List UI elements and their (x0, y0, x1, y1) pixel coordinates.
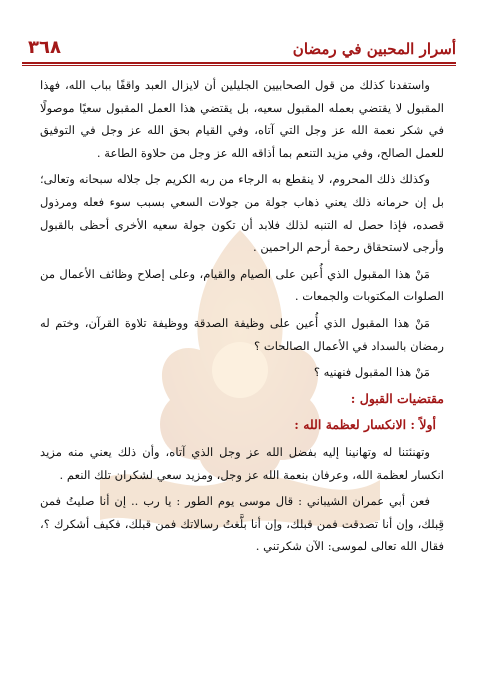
header-rule-thin (22, 65, 456, 66)
paragraph: واستفدنا كذلك من قول الصحابيين الجليلين أن لايزال العبد واقفًا بباب الله، فهذا المقبول لا يقتضي بعمله المقبول سعيه، بل يقتضي هذا العمل المقبول سعيًا موصولًا في شكر نعمة الله عز وجل التي آتاه، وفي القيام بحق الله عز وجل في التوفيق للعمل الصالح، وفي مزيد التنعم بما أذاقه الله عز وجل من حلاوة الطاعة . (40, 78, 444, 160)
section-heading: مقتضيات القبول : (350, 390, 444, 406)
paragraph: وكذلك ذلك المحروم، لا ينقطع به الرجاء من ربه الكريم جل جلاله سبحانه وتعالى؛ بل إن حرمانه ذلك يعني ذهاب جولة من جولات السعي بسبب سوء فعله ومرذول قصده، فإذا حصل له التنبه لذلك فلابد أن تكون جولة سعيه الأخرى أحظى بالقبول وأرجى لاستحقاق رحمة أرحم الراحمين . (40, 172, 444, 255)
paragraph: مَنْ هذا المقبول الذي أُعين على الصيام والقيام، وعلى إصلاح وظائف الأعمال من الصلوات المكتوبات والجمعات . (40, 266, 444, 304)
page-number: ٣٦٨ (28, 37, 61, 58)
header-rule (22, 62, 456, 64)
subsection-heading: أولاً : الانكسار لعظمة الله : (294, 417, 436, 433)
paragraph: فعن أبي عمران الشيباني : قال موسى يوم الطور : يا رب .. إن أنا صليتُ فمن قِبلك، وإن أنا تصدقت فمن قبلك، وإن أنا بلَّغتُ رسالاتك فمن قبلك، فكيف أشكرك ؟، فقال الله تعالى لموسى: الآن شكرتني . (40, 494, 444, 554)
paragraph: مَنْ هذا المقبول فنهنيه ؟ (313, 365, 430, 380)
book-title: أسرار المحبين في رمضان (292, 40, 456, 58)
page-header (22, 36, 456, 64)
paragraph: وتهنئتنا له وتهانينا إليه بفضل الله عز وجل الذي آتاه، وأن ذلك يعني منه مزيد انكسار لعظمة الله، وعرفان بنعمة الله عز وجل، ومزيد سعي لشكران تلك النعم . (40, 444, 444, 482)
paragraph: مَنْ هذا المقبول الذي أُعين على وظيفة الصدقة ووظيفة تلاوة القرآن، وختم له رمضان بالسداد في الأعمال الصالحات ؟ (40, 315, 444, 353)
page-body (40, 74, 444, 562)
